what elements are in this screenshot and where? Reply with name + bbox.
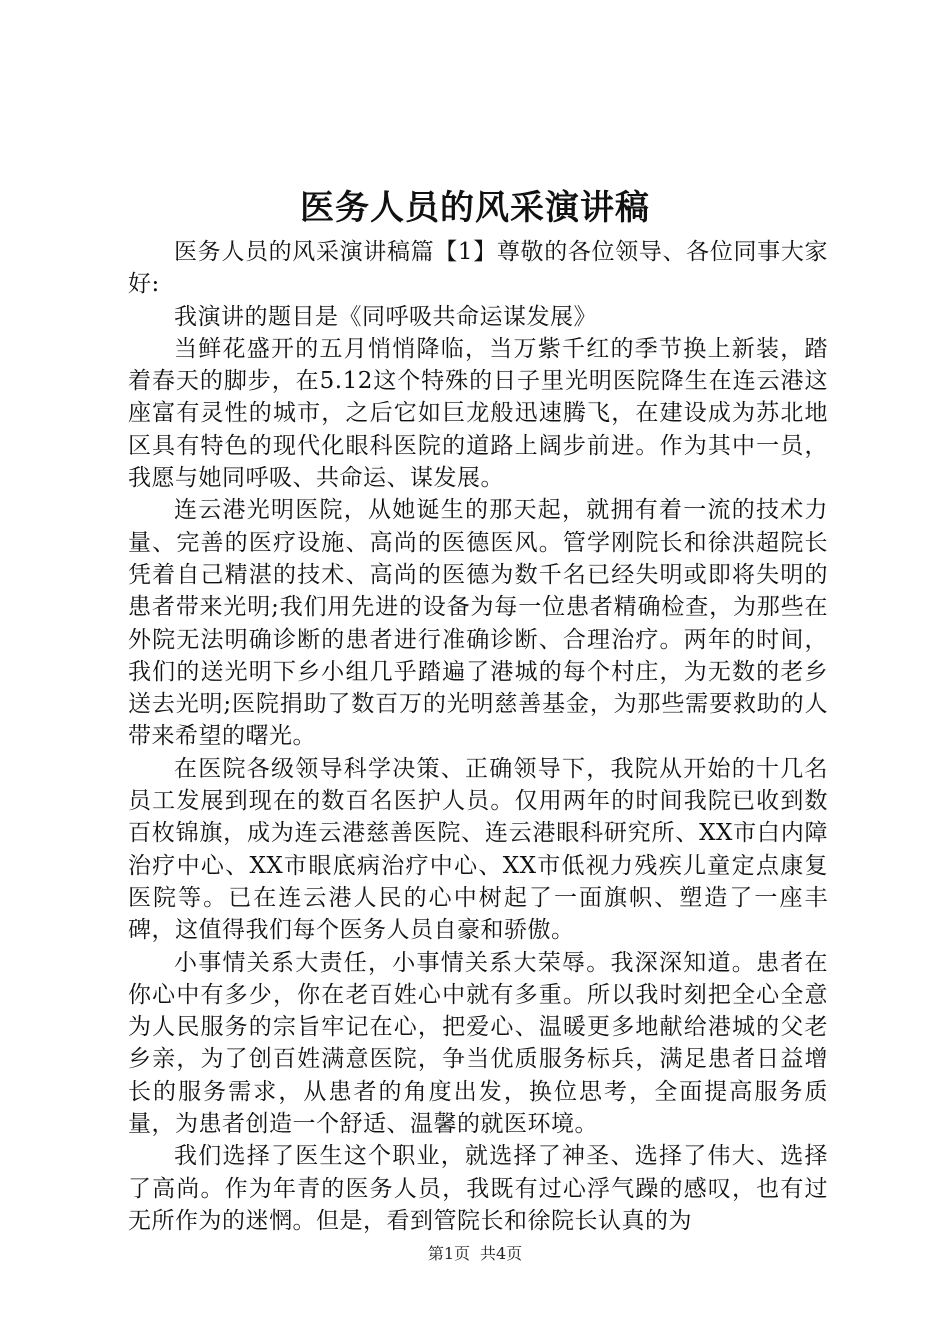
document-title: 医务人员的风采演讲稿 <box>300 188 650 228</box>
paragraph-3: 当鲜花盛开的五月悄悄降临，当万紫千红的季节换上新装，踏着春天的脚步，在5.12这个特殊的日子里光明医院降生在连云港这座富有灵性的城市，之后它如巨龙般迅速腾飞，在建设成为苏北地区具有特色的现代化眼科医院的道路上阔步前进。作为其中一员，我愿与她同呼吸、共命运、谋发展。 <box>128 335 828 492</box>
paragraph-7: 我们选择了医生这个职业，就选择了神圣、选择了伟大、选择了高尚。作为年青的医务人员，我既有过心浮气躁的感叹，也有过无所作为的迷惘。但是，看到管院长和徐院长认真的为 <box>128 1143 828 1234</box>
paragraph-2: 我演讲的题目是《同呼吸共命运谋发展》 <box>174 303 597 330</box>
page-number: 第1页 <box>427 1244 470 1263</box>
page-total: 共4页 <box>480 1244 523 1263</box>
paragraph-5: 在医院各级领导科学决策、正确领导下，我院从开始的十几名员工发展到现在的数百名医护人员。仅用两年的时间我院已收到数百枚锦旗，成为连云港慈善医院、连云港眼科研究所、XX市白内障治疗中心、XX市眼底病治疗中心、XX市低视力残疾儿童定点康复医院等。已在连云港人民的心中树起了一面旗帜、塑造了一座丰碑，这值得我们每个医务人员自豪和骄傲。 <box>128 755 828 944</box>
page-footer <box>0 1242 950 1266</box>
paragraph-1: 医务人员的风采演讲稿篇【1】尊敬的各位领导、各位同事大家好: <box>128 239 828 298</box>
paragraph-6: 小事情关系大责任，小事情关系大荣辱。我深深知道。患者在你心中有多少，你在老百姓心中就有多重。所以我时刻把全心全意为人民服务的宗旨牢记在心，把爱心、温暖更多地献给港城的父老乡亲，为了创百姓满意医院，争当优质服务标兵，满足患者日益增长的服务需求，从患者的角度出发，换位思考，全面提高服务质量，为患者创造一个舒适、温馨的就医环境。 <box>128 949 828 1138</box>
paragraph-4: 连云港光明医院，从她诞生的那天起，就拥有着一流的技术力量、完善的医疗设施、高尚的医德医风。管学刚院长和徐洪超院长凭着自己精湛的技术、高尚的医德为数千名已经失明或即将失明的患者带来光明;我们用先进的设备为每一位患者精确检查，为那些在外院无法明确诊断的患者进行准确诊断、合理治疗。两年的时间，我们的送光明下乡小组几乎踏遍了港城的每个村庄，为无数的老乡送去光明;医院捐助了数百万的光明慈善基金，为那些需要救助的人带来希望的曙光。 <box>128 497 828 750</box>
document-body <box>128 236 828 1237</box>
